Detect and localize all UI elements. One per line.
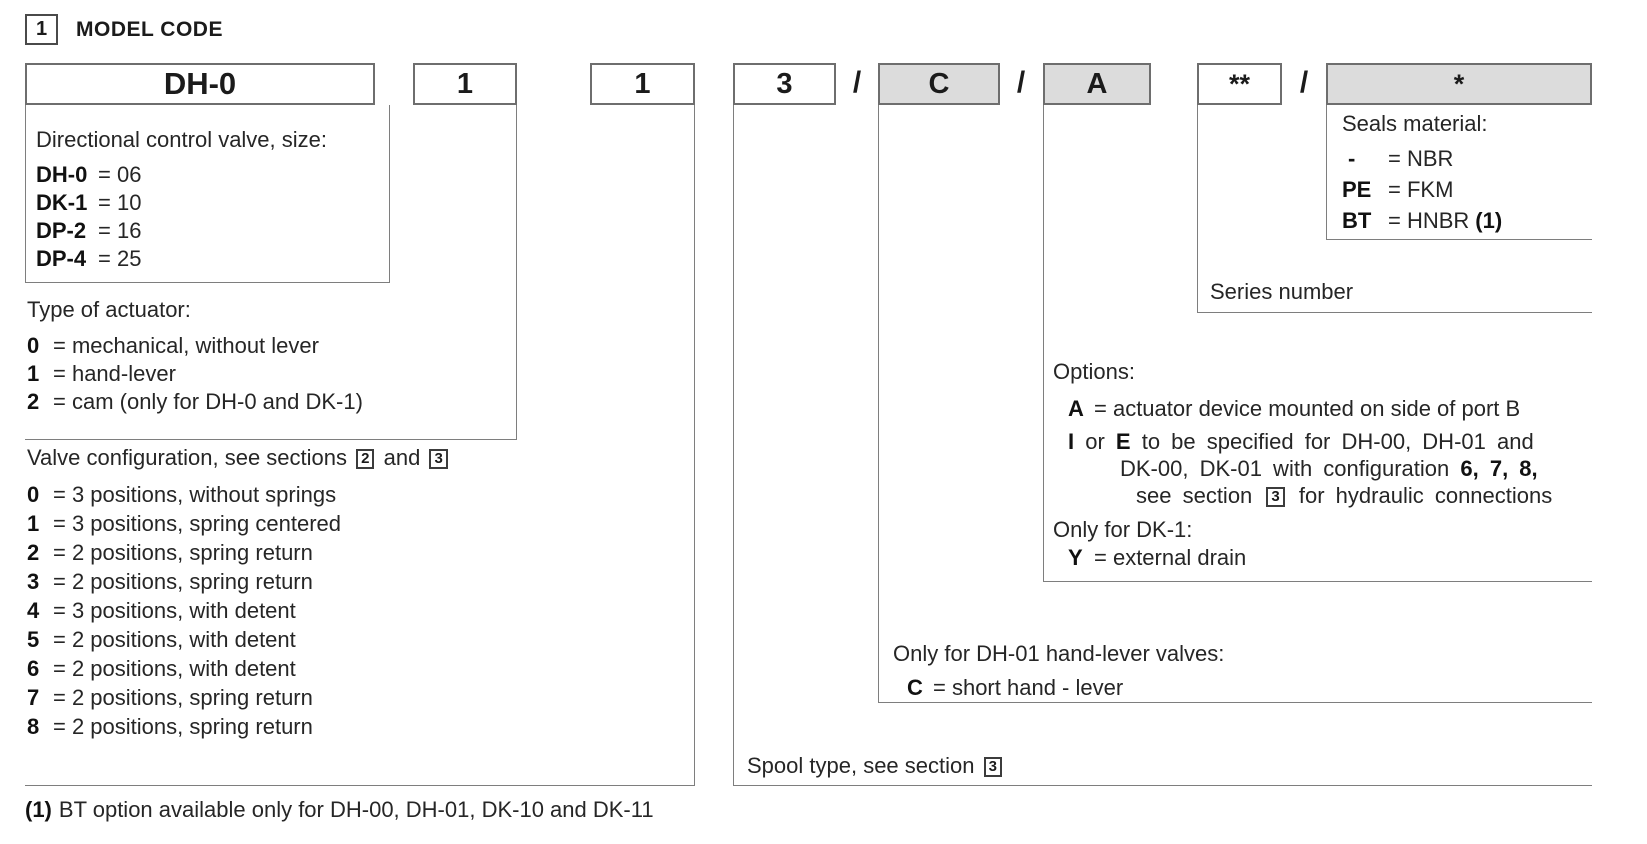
config-item-desc: = 2 positions, with detent xyxy=(53,656,296,681)
code-box-seals xyxy=(1326,63,1592,105)
size-item-code: DH-0 xyxy=(36,162,88,187)
seals-item-desc: = FKM xyxy=(1388,177,1454,202)
code-box-series-label: ** xyxy=(1228,68,1250,99)
config-section-title xyxy=(27,444,451,472)
code-box-spool-label: 3 xyxy=(776,67,793,100)
config-item-code: 8 xyxy=(27,714,40,739)
code-box-series xyxy=(1197,63,1282,105)
actuator-item-desc: = mechanical, without lever xyxy=(53,333,319,358)
config-item xyxy=(27,596,451,625)
option-item-y xyxy=(1053,544,1552,572)
size-item-desc: = 16 xyxy=(98,218,142,243)
section-ref-2: 2 xyxy=(356,449,374,469)
actuator-item-code: 0 xyxy=(27,333,40,358)
option-ie-code-e: E xyxy=(1115,429,1131,454)
header-index-box xyxy=(25,14,58,45)
seals-section xyxy=(1342,110,1502,236)
slash-separator-1: / xyxy=(852,66,862,99)
footnote-text: BT option available only for DH-00, DH-01, DK-10 and DK-11 xyxy=(58,797,654,822)
lever-item-code: C xyxy=(907,675,923,700)
code-box-size-label: DH-0 xyxy=(163,66,237,101)
options-section-title: Options: xyxy=(1053,359,1135,384)
config-item-desc: = 2 positions, spring return xyxy=(53,714,313,739)
option-item-a-code: A xyxy=(1068,396,1084,421)
actuator-section xyxy=(27,296,363,416)
size-item-code: DK-1 xyxy=(36,190,88,215)
config-item xyxy=(27,538,451,567)
code-box-options xyxy=(1043,63,1151,105)
header-index: 1 xyxy=(35,18,48,40)
size-section-title: Directional control valve, size: xyxy=(36,127,328,152)
seals-item xyxy=(1342,143,1502,174)
option-item-a-desc: = actuator device mounted on side of port B xyxy=(1094,396,1521,421)
option-item-y-code: Y xyxy=(1068,545,1083,570)
footnote xyxy=(25,796,654,824)
config-item-code: 2 xyxy=(27,540,40,565)
size-item-desc: = 10 xyxy=(98,190,142,215)
code-box-lever-option xyxy=(878,63,1000,105)
config-item-code: 6 xyxy=(27,656,40,681)
config-item xyxy=(27,712,451,741)
config-item-desc: = 2 positions, spring return xyxy=(53,685,313,710)
seals-item-code: BT xyxy=(1342,208,1372,233)
code-box-spool xyxy=(733,63,836,105)
code-box-options-label: A xyxy=(1086,67,1108,100)
config-section xyxy=(27,444,451,741)
option-ie-line1 xyxy=(1068,428,1552,455)
size-section xyxy=(36,126,327,273)
option-item-y-desc: = external drain xyxy=(1094,545,1247,570)
config-item xyxy=(27,480,451,509)
config-item xyxy=(27,683,451,712)
config-item-code: 1 xyxy=(27,511,40,536)
option-item-ie xyxy=(1053,428,1552,509)
spool-label xyxy=(747,752,1005,780)
code-box-lever-option-label: C xyxy=(928,67,950,100)
size-item xyxy=(36,245,327,273)
config-item-desc: = 3 positions, spring centered xyxy=(53,511,342,536)
config-item-desc: = 2 positions, spring return xyxy=(53,569,313,594)
section-ref-3: 3 xyxy=(429,449,447,469)
config-item-code: 4 xyxy=(27,598,40,623)
seals-item xyxy=(1342,174,1502,205)
seals-item-note: (1) xyxy=(1475,208,1503,233)
code-box-configuration-label: 1 xyxy=(634,67,651,100)
actuator-section-title: Type of actuator: xyxy=(27,297,191,322)
lever-section xyxy=(893,640,1224,702)
size-item-code: DP-2 xyxy=(36,218,87,243)
config-item-desc: = 2 positions, spring return xyxy=(53,540,313,565)
code-box-actuator-label: 1 xyxy=(456,67,474,100)
slash-separator-2: / xyxy=(1016,66,1026,99)
config-title-and: and xyxy=(383,445,421,470)
option-ie-or: or xyxy=(1074,429,1116,454)
series-label: Series number xyxy=(1210,279,1354,304)
size-item-desc: = 06 xyxy=(98,162,142,187)
actuator-item xyxy=(27,360,363,388)
seals-item-code: - xyxy=(1348,146,1356,171)
lever-item-desc: = short hand - lever xyxy=(933,675,1124,700)
slash-separator-3: / xyxy=(1299,66,1309,99)
option-ie-desc3-pre: see section xyxy=(1136,483,1253,508)
config-item xyxy=(27,509,451,538)
actuator-item-desc: = hand-lever xyxy=(53,361,176,386)
code-box-seals-label: * xyxy=(1453,68,1465,99)
size-item xyxy=(36,161,327,189)
option-item-a xyxy=(1053,395,1552,423)
code-box-configuration xyxy=(590,63,695,105)
size-item xyxy=(36,217,327,245)
option-ie-desc3-post: for hydraulic connections xyxy=(1298,483,1553,508)
config-item xyxy=(27,567,451,596)
option-ie-desc2: DK-00, DK-01 with configuration xyxy=(1120,456,1461,481)
actuator-item-code: 2 xyxy=(27,389,40,414)
actuator-item xyxy=(27,332,363,360)
seals-item-desc: = HNBR xyxy=(1388,208,1470,233)
code-box-actuator xyxy=(413,63,517,105)
option-ie-code-i: I xyxy=(1068,429,1075,454)
section-ref-3: 3 xyxy=(984,757,1002,777)
actuator-item xyxy=(27,388,363,416)
option-ie-line3 xyxy=(1136,482,1552,509)
seals-item-code: PE xyxy=(1342,177,1372,202)
config-item-code: 3 xyxy=(27,569,40,594)
config-item-desc: = 3 positions, without springs xyxy=(53,482,337,507)
section-ref-3: 3 xyxy=(1266,487,1284,507)
actuator-item-desc: = cam (only for DH-0 and DK-1) xyxy=(53,389,363,414)
spool-label-text: Spool type, see section xyxy=(747,753,975,778)
config-item-code: 5 xyxy=(27,627,40,652)
size-item xyxy=(36,189,327,217)
actuator-item-code: 1 xyxy=(27,361,40,386)
option-ie-configs: 6, 7, 8, xyxy=(1460,456,1538,481)
size-item-code: DP-4 xyxy=(36,246,87,271)
config-item-code: 7 xyxy=(27,685,40,710)
footnote-marker: (1) xyxy=(25,797,52,822)
options-section xyxy=(1053,358,1552,572)
size-item-desc: = 25 xyxy=(98,246,142,271)
config-item-desc: = 2 positions, with detent xyxy=(53,627,296,652)
seals-item xyxy=(1342,205,1502,236)
seals-item-desc: = NBR xyxy=(1388,146,1454,171)
page-title: MODEL CODE xyxy=(76,18,223,41)
option-ie-desc1: to be specified for DH-00, DH-01 and xyxy=(1130,429,1534,454)
config-title-text: Valve configuration, see sections xyxy=(27,445,347,470)
seals-section-title: Seals material: xyxy=(1342,111,1488,136)
config-item-code: 0 xyxy=(27,482,40,507)
config-item xyxy=(27,654,451,683)
lever-item xyxy=(893,674,1224,702)
config-item-desc: = 3 positions, with detent xyxy=(53,598,296,623)
option-ie-line2 xyxy=(1120,455,1552,482)
lever-section-title: Only for DH-01 hand-lever valves: xyxy=(893,641,1225,666)
code-box-size xyxy=(25,63,375,105)
options-dk1-title: Only for DK-1: xyxy=(1053,517,1193,542)
config-item xyxy=(27,625,451,654)
